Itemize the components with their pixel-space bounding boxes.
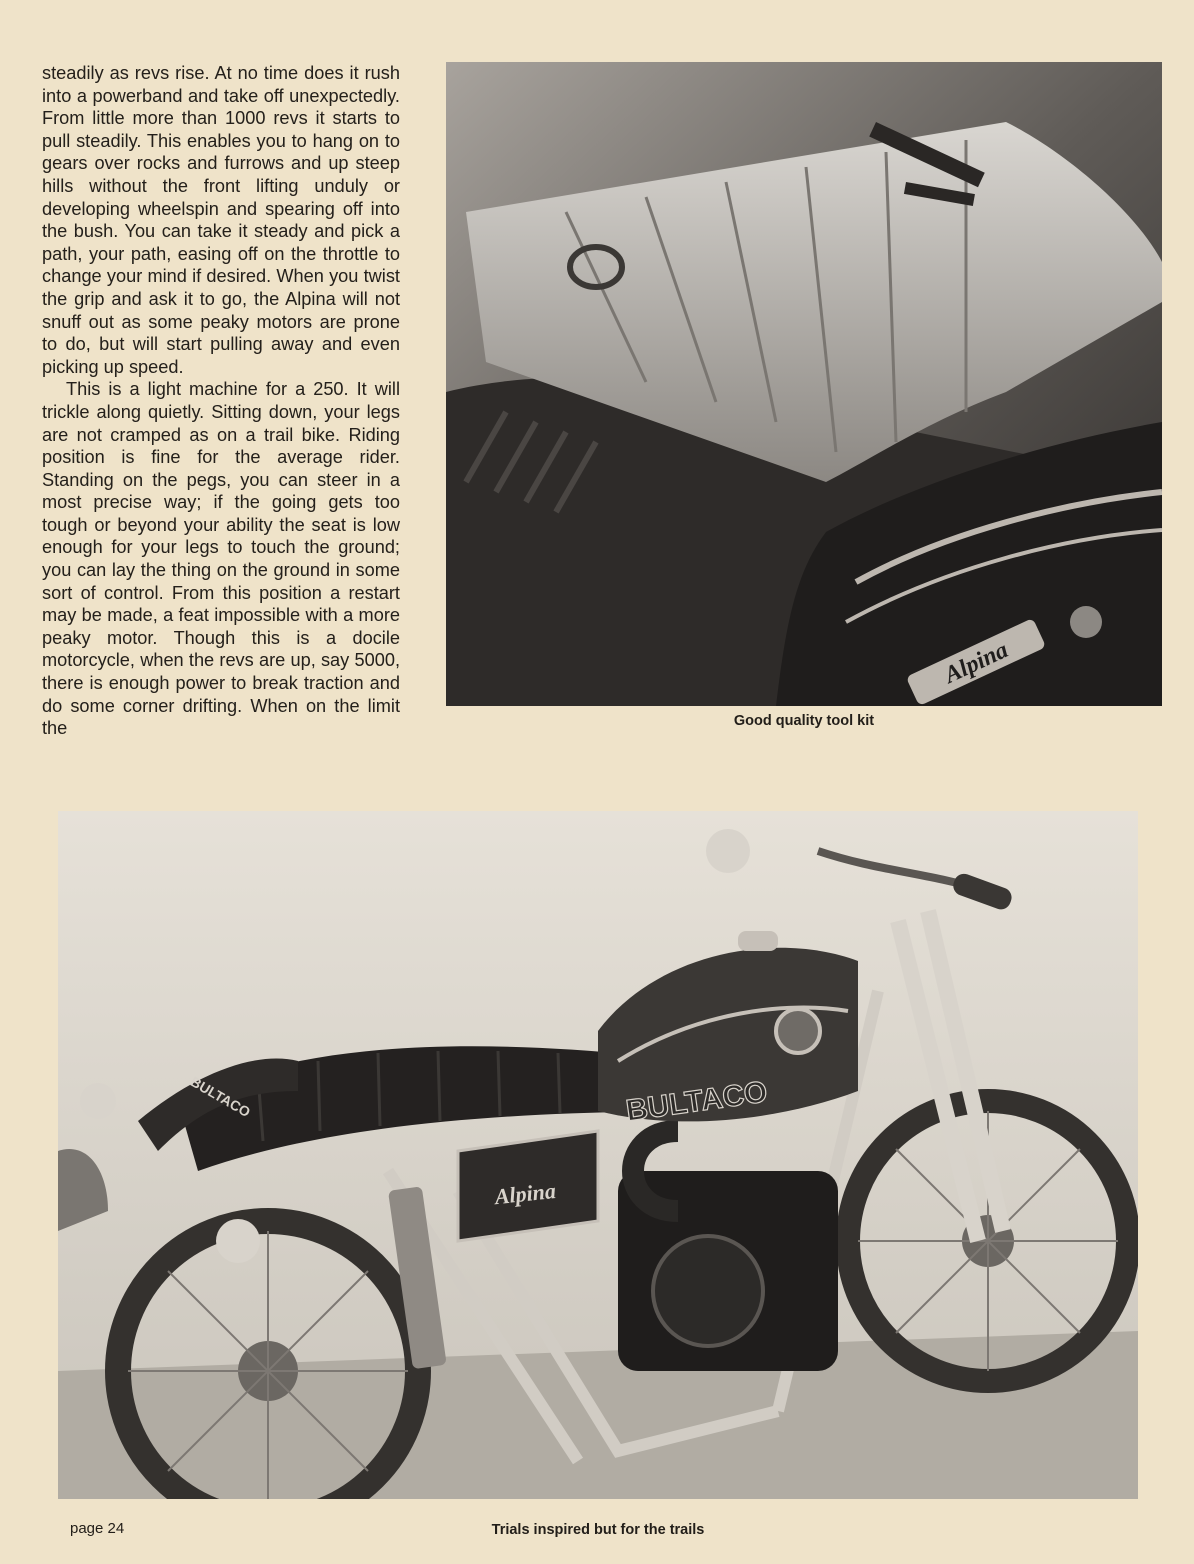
toolkit-photo <box>446 62 1162 706</box>
article-body <box>42 62 400 740</box>
motorcycle-photo <box>58 811 1138 1499</box>
toolkit-tank-lettering: Alpina <box>940 637 1013 689</box>
motorcycle-caption: Trials inspired but for the trails <box>491 1522 705 1538</box>
motorcycle-tank-lettering: BULTACO <box>623 1075 770 1128</box>
article-paragraph-1: steadily as revs rise. At no time does it rush into a powerband and take off unexpectedly. From little more than 1000 revs it starts to pull steadily. This enables you to hang on to gears over rocks and furrows and up steep hills without the front lifting unduly or developing wheelspin and spearing off into the bush. You can take it steady and pick a path, your path, easing off on the throttle to change your mind if desired. When you twist the grip and ask it to go, the Alpina will not snuff out as some peaky motors are prone to do, but will start pulling away and even picking up speed. <box>42 63 400 377</box>
page-number: page 24 <box>70 1520 125 1537</box>
toolkit-caption: Good quality tool kit <box>733 713 875 729</box>
article-paragraph-2: This is a light machine for a 250. It will trickle along quietly. Sitting down, your legs are not cramped as on a trail bike. Riding position is fine for the average rider. Standing on the pegs, you can steer in a most precise way; if the going gets too tough or beyond your ability the seat is low enough for your legs to touch the ground; you can lay the thing on the ground in some sort of control. From this position a restart may be made, a feat impossible with a more peaky motor. Though this is a docile motorcycle, when the revs are up, say 5000, there is enough power to break traction and do some corner drifting. When on the limit the <box>42 379 400 739</box>
motorcycle-sidepanel-lettering: Alpina <box>493 1177 557 1210</box>
motorcycle-fender-lettering: BULTACO <box>187 1073 254 1121</box>
